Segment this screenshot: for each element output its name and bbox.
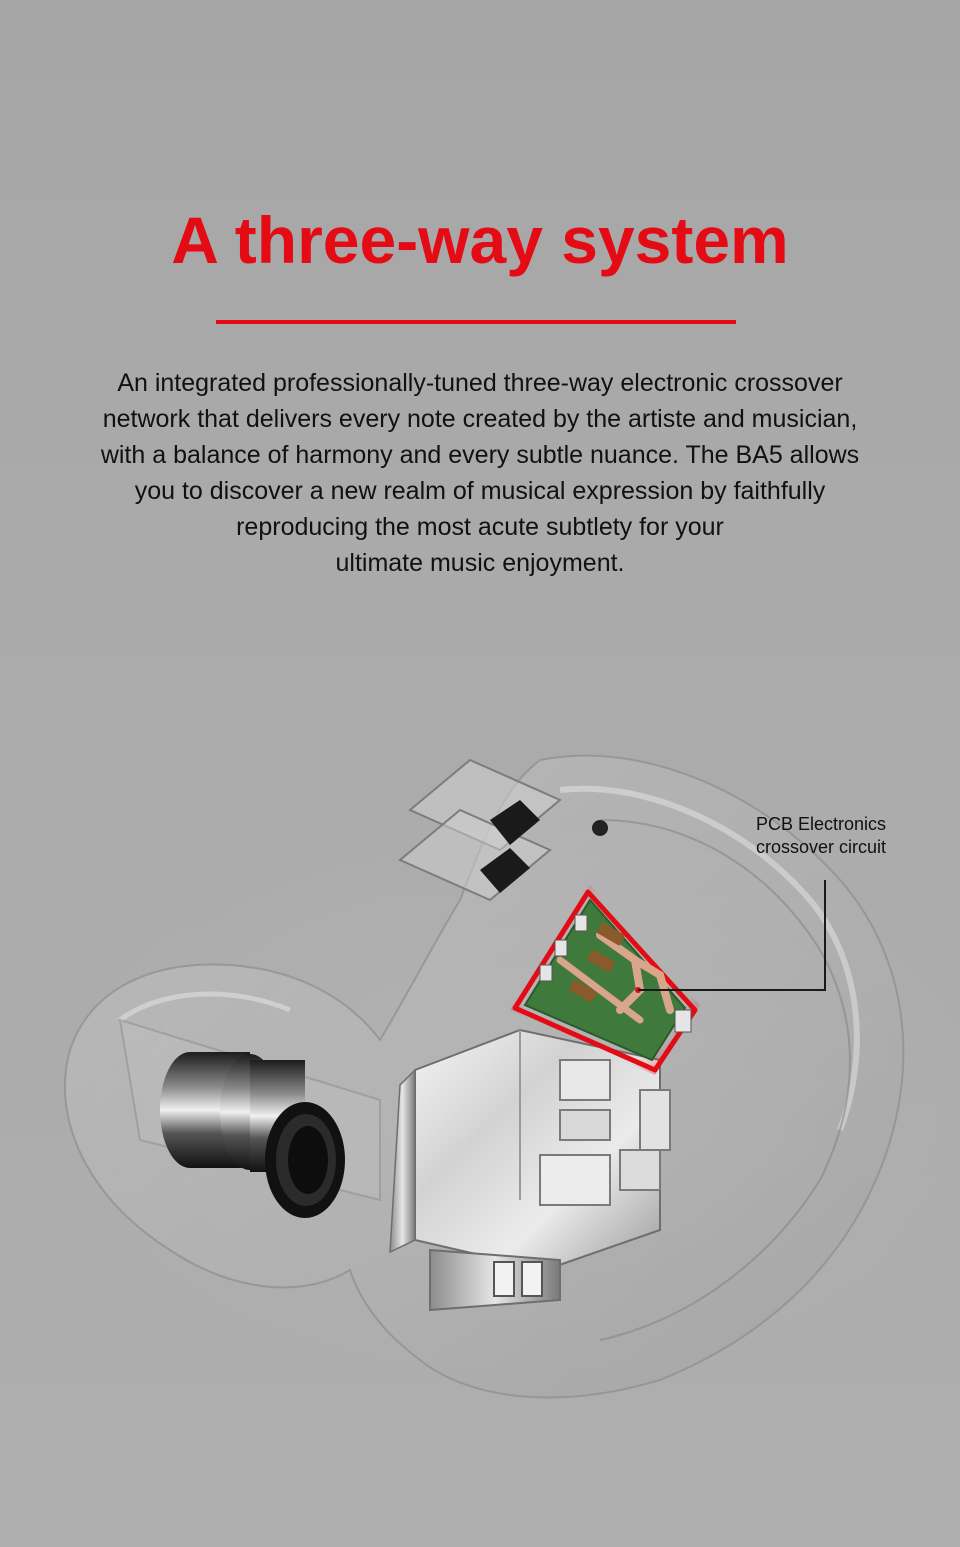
callout-line-2: crossover circuit bbox=[756, 837, 887, 857]
description-line-2: network that delivers every note created by the artiste and musician, bbox=[102, 405, 858, 433]
headline-underline bbox=[216, 320, 736, 324]
description-line-4: you to discover a new realm of musical expression by faithfully bbox=[134, 477, 826, 505]
headline: A three-way system bbox=[171, 203, 789, 277]
description-line-6: ultimate music enjoyment. bbox=[335, 549, 625, 577]
description-line-3: with a balance of harmony and every subtle nuance. The BA5 allows bbox=[100, 441, 860, 469]
description-line-5: reproducing the most acute subtlety for your bbox=[236, 513, 724, 541]
description-line-1: An integrated professionally-tuned three-way electronic crossover bbox=[117, 369, 843, 397]
pcb-callout-label bbox=[756, 813, 946, 859]
callout-line-1: PCB Electronics bbox=[756, 814, 887, 834]
feature-description bbox=[40, 365, 920, 581]
